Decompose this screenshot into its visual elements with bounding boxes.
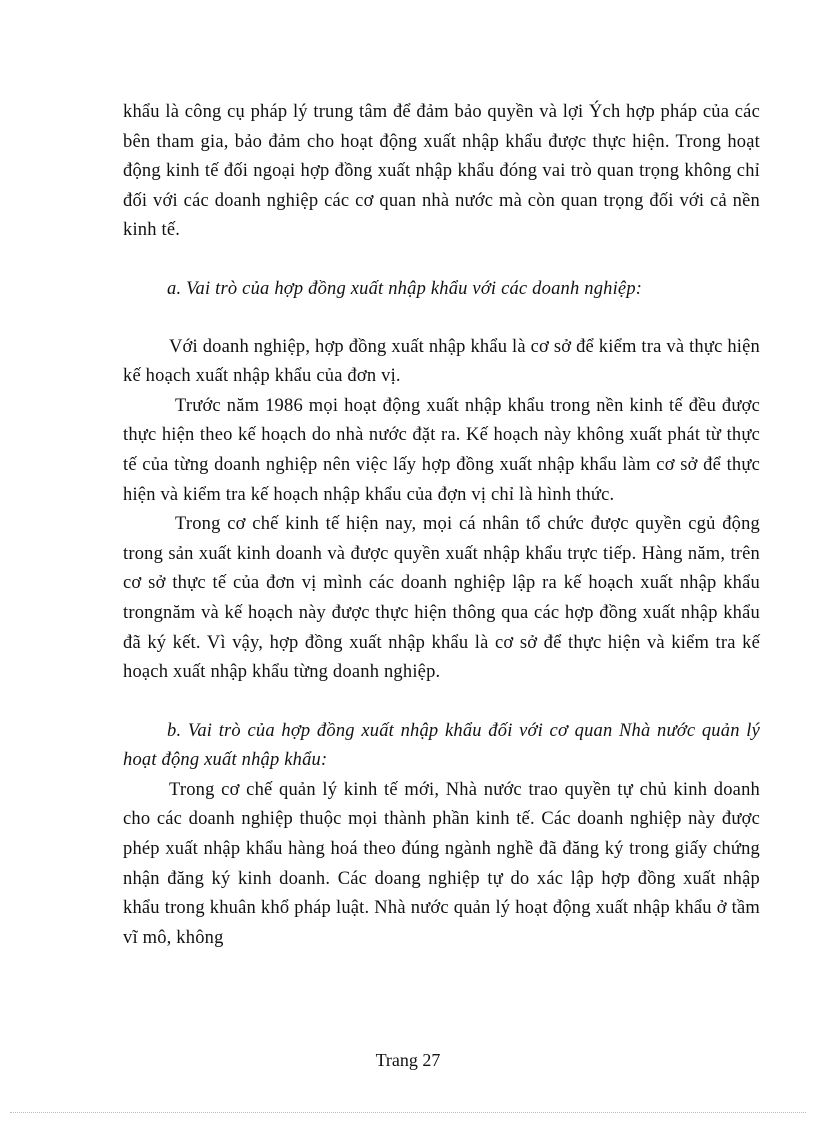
document-body (123, 98, 760, 953)
page-number: Trang 27 (375, 1050, 441, 1070)
bottom-divider (10, 1112, 806, 1113)
paragraph-enterprise-role: Với doanh nghiệp, hợp đồng xuất nhập khẩu là cơ sở để kiểm tra và thực hiện kế hoạch xuất nhập khẩu của đơn vị. (123, 336, 760, 387)
section-heading-b: b. Vai trò của hợp đồng xuất nhập khẩu đối với cơ quan Nhà nước quản lý hoạt động xuất nhập khẩu: (123, 720, 760, 771)
section-heading-a: a. Vai trò của hợp đồng xuất nhập khẩu với các doanh nghiệp: (167, 278, 643, 299)
paragraph-before-1986: Trước năm 1986 mọi hoạt động xuất nhập khẩu trong nền kinh tế đều được thực hiện theo kế hoạch do nhà nước đặt ra. Kế hoạch này không xuất phát từ thực tế của từng doanh nghiệp nên việc lấy hợp đồng xuất nhập khẩu làm cơ sở để thực hiện và kiểm tra kế hoạch nhập khẩu của đợn vị chỉ là hình thức. (123, 395, 760, 505)
paragraph-current-mechanism: Trong cơ chế kinh tế hiện nay, mọi cá nhân tổ chức được quyền cgủ động trong sản xuất kinh doanh và được quyền xuất nhập khẩu trực tiếp. Hàng năm, trên cơ sở thực tế của đơn vị mình các doanh nghiệp lập ra kế hoạch xuất nhập khẩu trongnăm và kế hoạch này được thực hiện thông qua các hợp đồng xuất nhập khẩu đã ký kết. Vì vậy, hợp đồng xuất nhập khẩu là cơ sở để thực hiện và kiểm tra kế hoạch xuất nhập khẩu từng doanh nghiệp. (123, 514, 760, 683)
paragraph-state-management: Trong cơ chế quản lý kinh tế mới, Nhà nước trao quyền tự chủ kinh doanh cho các doanh nghiệp thuộc mọi thành phần kinh tế. Các doanh nghiệp này được phép xuất nhập khẩu hàng hoá theo đúng ngành nghề đã đăng ký trong giấy chứng nhận đăng ký kinh doanh. Các doang nghiệp tự do xác lập hợp đồng xuất nhập khẩu trong khuân khổ pháp luật. Nhà nước quản lý hoạt động xuất nhập khẩu ở tầm vĩ mô, không (123, 779, 760, 948)
paragraph-continuation: khẩu là công cụ pháp lý trung tâm để đảm bảo quyền và lợi Ých hợp pháp của các bên tham gia, bảo đảm cho hoạt động xuất nhập khẩu được thực hiện. Trong hoạt động kinh tế đối ngoại hợp đồng xuất nhập khẩu đóng vai trò quan trọng không chỉ đối với các doanh nghiệp các cơ quan nhà nước mà còn quan trọng đối với cả nền kinh tế. (123, 102, 760, 241)
